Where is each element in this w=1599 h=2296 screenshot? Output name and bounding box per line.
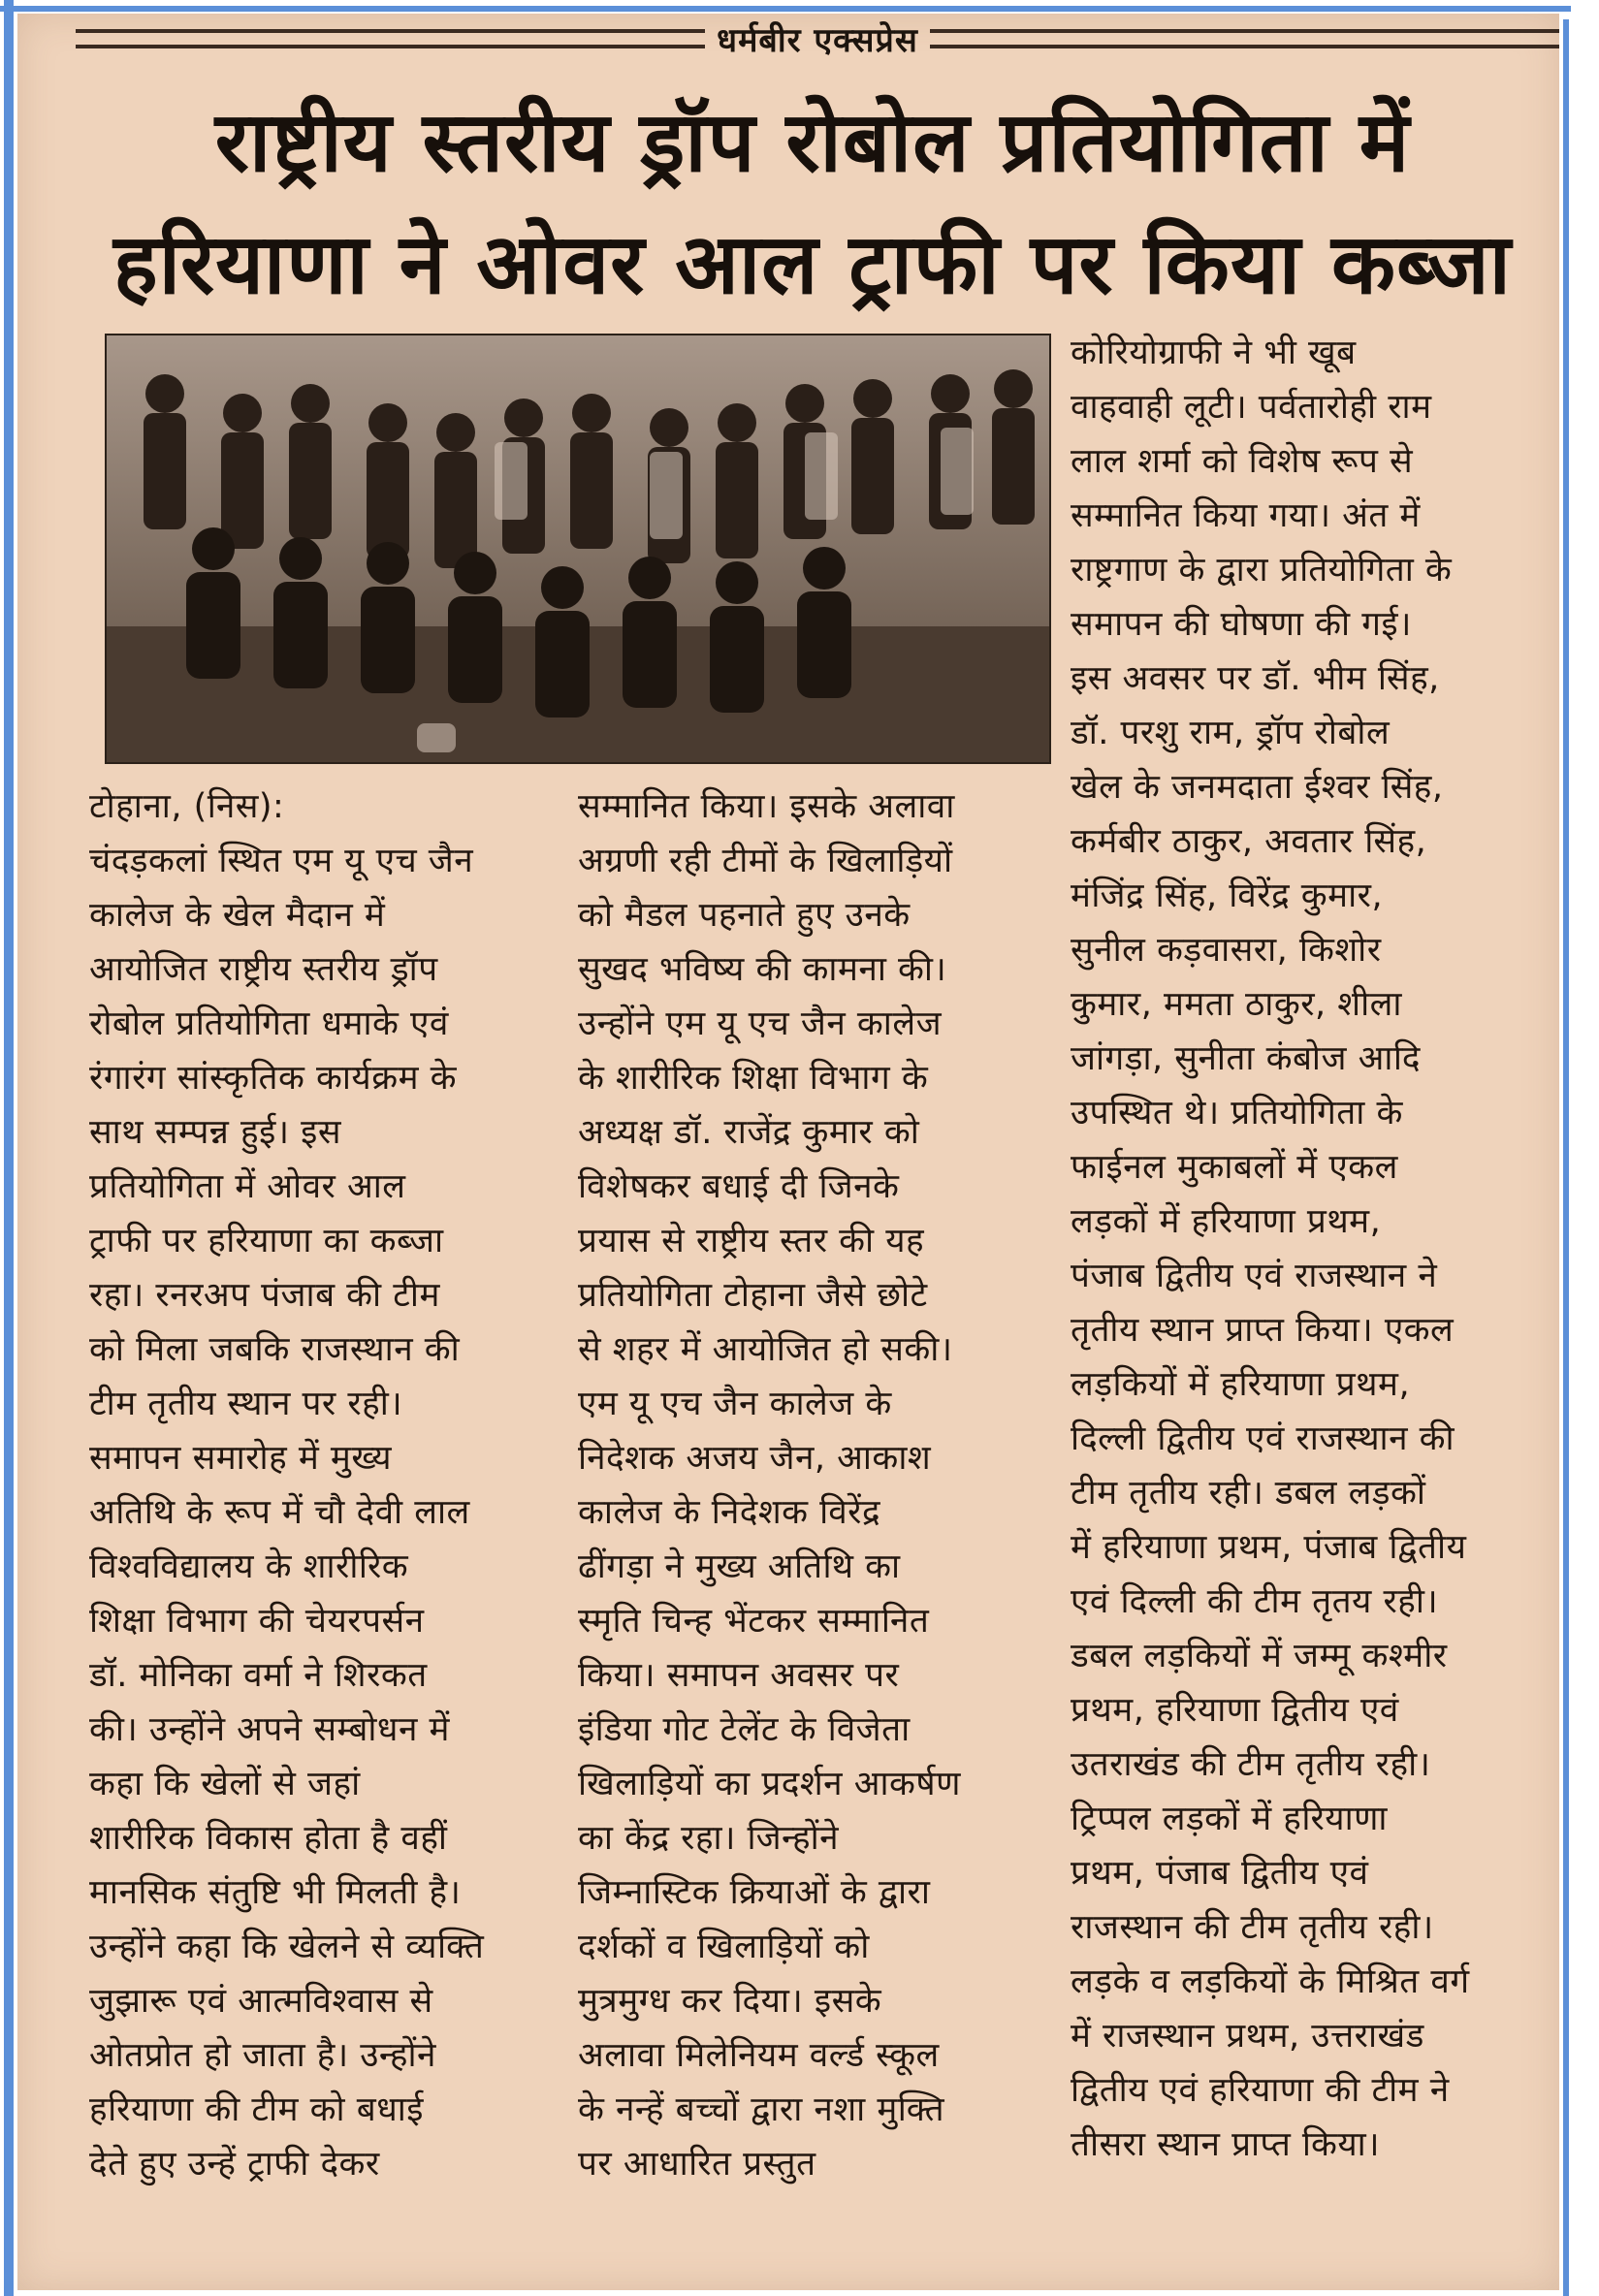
article-line: उपस्थित थे। प्रतियोगिता के bbox=[1071, 1094, 1403, 1132]
article-line: मुत्रमुग्ध कर दिया। इसके bbox=[578, 1982, 882, 2021]
group-photo bbox=[105, 334, 1051, 764]
article-column-1 bbox=[89, 780, 564, 2191]
article-line: लड़कों में हरियाणा प्रथम, bbox=[1071, 1202, 1382, 1241]
article-line: कुमार, ममता ठाकुर, शीला bbox=[1071, 985, 1402, 1024]
article-line: द्वितीय एवं हरियाणा की टीम ने bbox=[1071, 2071, 1450, 2110]
article-line: कालेज के खेल मैदान में bbox=[89, 896, 386, 935]
article-line: की। उन्होंने अपने सम्बोधन में bbox=[89, 1710, 450, 1749]
article-column-3 bbox=[1071, 326, 1555, 2172]
article-line: किया। समापन अवसर पर bbox=[578, 1656, 900, 1695]
article-line: प्रतियोगिता में ओवर आल bbox=[89, 1167, 406, 1206]
article-line: सुनील कड़वासरा, किशोर bbox=[1071, 931, 1382, 970]
group-photo-icon bbox=[107, 335, 1049, 762]
article-line: चंदड़कलां स्थित एम यू एच जैन bbox=[89, 842, 474, 880]
article-line: स्मृति चिन्ह भेंटकर सम्मानित bbox=[578, 1602, 930, 1641]
article-line: ओतप्रोत हो जाता है। उन्होंने bbox=[89, 2036, 436, 2075]
article-line: के शारीरिक शिक्षा विभाग के bbox=[578, 1059, 929, 1098]
article-line: इंडिया गोट टेलेंट के विजेता bbox=[578, 1710, 911, 1749]
article-line: उन्होंने एम यू एच जैन कालेज bbox=[578, 1004, 943, 1043]
article-line: सुखद भविष्य की कामना की। bbox=[578, 950, 947, 989]
article-line: का केंद्र रहा। जिन्होंने bbox=[578, 1819, 840, 1858]
article-line: राजस्थान की टीम तृतीय रही। bbox=[1071, 1908, 1434, 1947]
article-line: सम्मानित किया गया। अंत में bbox=[1071, 496, 1421, 535]
article-line: समापन समारोह में मुख्य bbox=[89, 1439, 393, 1478]
scan-border-right bbox=[1563, 19, 1569, 2296]
article-line: टोहाना, (निस): bbox=[89, 787, 285, 826]
article-line: हरियाणा की टीम को बधाई bbox=[89, 2090, 424, 2129]
article-line: जुझारू एवं आत्मविश्वास से bbox=[89, 1982, 433, 2021]
article-line: समापन की घोषणा की गई। bbox=[1071, 605, 1412, 644]
article-line: के नन्हें बच्चों द्वारा नशा मुक्ति bbox=[578, 2090, 945, 2129]
article-line: निदेशक अजय जैन, आकाश bbox=[578, 1439, 932, 1478]
article-line: साथ सम्पन्न हुई। इस bbox=[89, 1113, 342, 1152]
article-line: कहा कि खेलों से जहां bbox=[89, 1765, 361, 1803]
article-line: लड़कियों में हरियाणा प्रथम, bbox=[1071, 1365, 1411, 1404]
article-line: डॉ. मोनिका वर्मा ने शिरकत bbox=[89, 1656, 428, 1695]
article-line: पर आधारित प्रस्तुत bbox=[578, 2145, 816, 2184]
article-line: शारीरिक विकास होता है वहीं bbox=[89, 1819, 448, 1858]
article-line: एम यू एच जैन कालेज के bbox=[578, 1385, 892, 1423]
article-line: अलावा मिलेनियम वर्ल्ड स्कूल bbox=[578, 2036, 940, 2075]
article-line: विश्वविद्यालय के शारीरिक bbox=[89, 1547, 409, 1586]
article-line: उन्होंने कहा कि खेलने से व्यक्ति bbox=[89, 1928, 485, 1966]
newspaper-clipping bbox=[17, 14, 1559, 2290]
article-line: टीम तृतीय स्थान पर रही। bbox=[89, 1385, 403, 1423]
article-line: तीसरा स्थान प्राप्त किया। bbox=[1071, 2125, 1380, 2164]
article-line: फाईनल मुकाबलों में एकल bbox=[1071, 1148, 1398, 1187]
article-line: अतिथि के रूप में चौ देवी लाल bbox=[89, 1493, 470, 1532]
article-line: रंगारंग सांस्कृतिक कार्यक्रम के bbox=[89, 1059, 458, 1098]
article-line: शिक्षा विभाग की चेयरपर्सन bbox=[89, 1602, 425, 1641]
scan-border-top bbox=[0, 6, 1571, 12]
article-line: प्रतियोगिता टोहाना जैसे छोटे bbox=[578, 1276, 928, 1315]
article-line: में राजस्थान प्रथम, उत्तराखंड bbox=[1071, 2017, 1424, 2056]
article-column-2 bbox=[578, 780, 1053, 2191]
article-line: पंजाब द्वितीय एवं राजस्थान ने bbox=[1071, 1257, 1438, 1295]
article-line: कोरियोग्राफी ने भी खूब bbox=[1071, 334, 1357, 372]
article-line: खिलाड़ियों का प्रदर्शन आकर्षण bbox=[578, 1765, 961, 1803]
article-line: वाहवाही लूटी। पर्वतारोही राम bbox=[1071, 388, 1432, 427]
article-line: राष्ट्रगाण के द्वारा प्रतियोगिता के bbox=[1071, 551, 1453, 590]
article-line: दर्शकों व खिलाड़ियों को bbox=[578, 1928, 870, 1966]
article-line: इस अवसर पर डॉ. भीम सिंह, bbox=[1071, 659, 1440, 698]
article-line: देते हुए उन्हें ट्राफी देकर bbox=[89, 2145, 380, 2184]
article-line: से शहर में आयोजित हो सकी। bbox=[578, 1330, 953, 1369]
article-line: जांगड़ा, सुनीता कंबोज आदि bbox=[1071, 1039, 1422, 1078]
article-line: लाल शर्मा को विशेष रूप से bbox=[1071, 442, 1414, 481]
article-line: उतराखंड की टीम तृतीय रही। bbox=[1071, 1745, 1431, 1784]
article-line: रोबोल प्रतियोगिता धमाके एवं bbox=[89, 1004, 449, 1043]
article-line: एवं दिल्ली की टीम तृतय रही। bbox=[1071, 1582, 1439, 1621]
article-line: मंजिंद्र सिंह, विरेंद्र कुमार, bbox=[1071, 877, 1384, 915]
headline-line-1: राष्ट्रीय स्तरीय ड्रॉप रोबोल प्रतियोगिता में bbox=[214, 94, 1411, 191]
article-line: को मैडल पहनाते हुए उनके bbox=[578, 896, 911, 935]
article-line: अग्रणी रही टीमों के खिलाड़ियों bbox=[578, 842, 953, 880]
article-line: टीम तृतीय रही। डबल लड़कों bbox=[1071, 1474, 1426, 1513]
article-line: तृतीय स्थान प्राप्त किया। एकल bbox=[1071, 1311, 1455, 1350]
article-line: प्रथम, पंजाब द्वितीय एवं bbox=[1071, 1854, 1369, 1893]
article-line: रहा। रनरअप पंजाब की टीम bbox=[89, 1276, 440, 1315]
article-line: ट्राफी पर हरियाणा का कब्जा bbox=[89, 1222, 444, 1260]
article-line: जिम्नास्टिक क्रियाओं के द्वारा bbox=[578, 1873, 931, 1912]
newspaper-name: धर्मबीर एक्सप्रेस bbox=[717, 21, 918, 60]
article-line: सम्मानित किया। इसके अलावा bbox=[578, 787, 955, 826]
headline-line-2: हरियाणा ने ओवर आल ट्राफी पर किया कब्जा bbox=[113, 216, 1512, 313]
article-line: ट्रिप्पल लड़कों में हरियाणा bbox=[1071, 1800, 1389, 1838]
article-line: प्रथम, हरियाणा द्वितीय एवं bbox=[1071, 1691, 1399, 1730]
article-line: मानसिक संतुष्टि भी मिलती है। bbox=[89, 1873, 462, 1912]
article-line: आयोजित राष्ट्रीय स्तरीय ड्रॉप bbox=[89, 950, 438, 989]
article-line: कर्मबीर ठाकुर, अवतार सिंह, bbox=[1071, 822, 1427, 861]
masthead bbox=[76, 19, 1559, 58]
masthead-rule-right bbox=[930, 29, 1559, 48]
article-line: अध्यक्ष डॉ. राजेंद्र कुमार को bbox=[578, 1113, 920, 1152]
article-line: कालेज के निदेशक विरेंद्र bbox=[578, 1493, 881, 1532]
scan-border-left bbox=[4, 0, 14, 2296]
article-line: डॉ. परशु राम, ड्रॉप रोबोल bbox=[1071, 714, 1391, 752]
article-line: को मिला जबकि राजस्थान की bbox=[89, 1330, 461, 1369]
article-line: ढींगड़ा ने मुख्य अतिथि का bbox=[578, 1547, 901, 1586]
article-line: दिल्ली द्वितीय एवं राजस्थान की bbox=[1071, 1419, 1455, 1458]
article-line: प्रयास से राष्ट्रीय स्तर की यह bbox=[578, 1222, 925, 1260]
masthead-rule-left bbox=[76, 29, 705, 48]
article-line: खेल के जनमदाता ईश्वर सिंह, bbox=[1071, 768, 1444, 807]
article-line: डबल लड़कियों में जम्मू कश्मीर bbox=[1071, 1637, 1448, 1675]
article-line: लड़के व लड़कियों के मिश्रित वर्ग bbox=[1071, 1962, 1470, 2001]
article-line: विशेषकर बधाई दी जिनके bbox=[578, 1167, 900, 1206]
article-line: में हरियाणा प्रथम, पंजाब द्वितीय bbox=[1071, 1528, 1467, 1567]
